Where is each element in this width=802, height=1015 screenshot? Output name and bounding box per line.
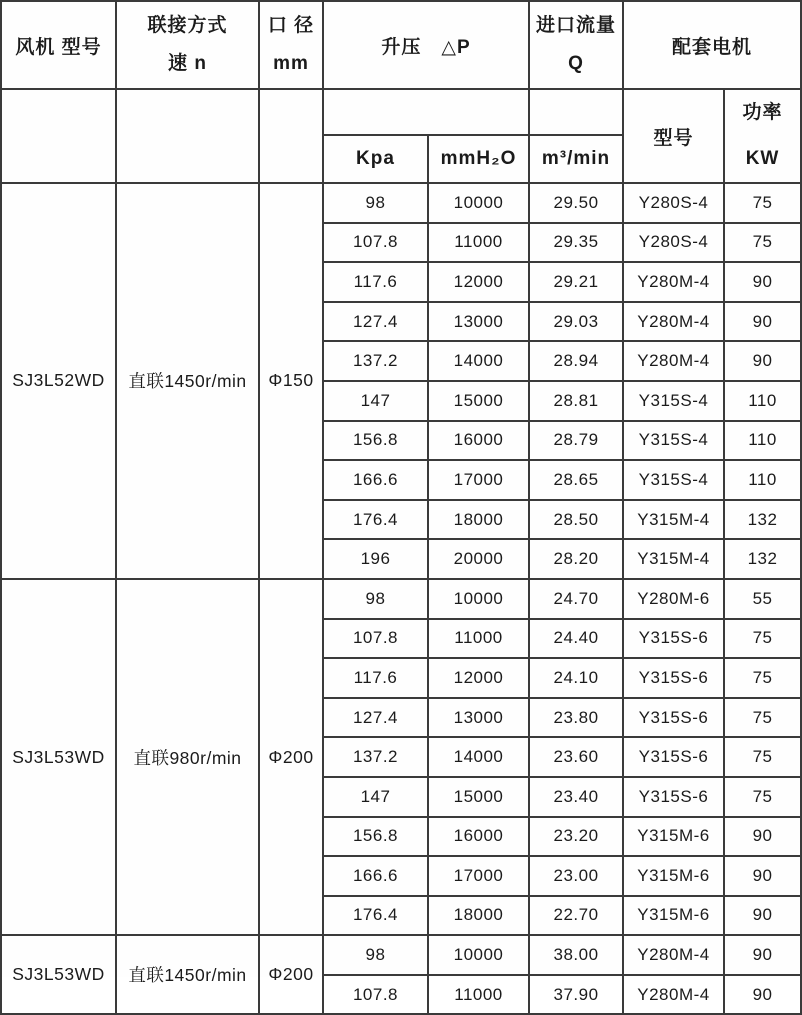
- col-header-connection: [116, 1, 259, 89]
- fan-model-cell: SJ3L53WD: [1, 935, 116, 1014]
- kpa-cell: 117.6: [323, 658, 428, 698]
- mmh2o-cell: 11000: [428, 619, 529, 659]
- mmh2o-cell: 15000: [428, 777, 529, 817]
- flow-cell: 24.10: [529, 658, 623, 698]
- power-cell: 75: [724, 658, 801, 698]
- col-header-motor-model: 型号: [623, 89, 724, 183]
- mmh2o-cell: 11000: [428, 223, 529, 263]
- power-cell: 110: [724, 460, 801, 500]
- flow-cell: 29.35: [529, 223, 623, 263]
- col-header-diameter-line1: 口 径: [267, 15, 315, 36]
- motor-model-cell: Y280S-4: [623, 223, 724, 263]
- kpa-cell: 117.6: [323, 262, 428, 302]
- motor-model-cell: Y280M-4: [623, 341, 724, 381]
- table-row: [1, 579, 801, 619]
- kpa-cell: 98: [323, 183, 428, 223]
- mmh2o-cell: 14000: [428, 737, 529, 777]
- connection-cell: 直联1450r/min: [116, 935, 259, 1014]
- kpa-cell: 166.6: [323, 460, 428, 500]
- diameter-cell: Φ200: [259, 935, 323, 1014]
- motor-model-cell: Y280M-4: [623, 302, 724, 342]
- mmh2o-cell: 10000: [428, 183, 529, 223]
- motor-model-cell: Y280M-4: [623, 975, 724, 1015]
- motor-model-cell: Y280M-4: [623, 935, 724, 975]
- col-header-fan-model: 风机 型号: [1, 1, 116, 89]
- mmh2o-cell: 15000: [428, 381, 529, 421]
- mmh2o-cell: 18000: [428, 896, 529, 936]
- mmh2o-cell: 13000: [428, 302, 529, 342]
- kpa-cell: 107.8: [323, 975, 428, 1015]
- col-header-power-line2: KW: [745, 148, 780, 169]
- header-row-spacer: [1, 89, 801, 135]
- mmh2o-cell: 10000: [428, 579, 529, 619]
- kpa-cell: 98: [323, 935, 428, 975]
- kpa-cell: 156.8: [323, 421, 428, 461]
- power-cell: 110: [724, 421, 801, 461]
- flow-cell: 23.40: [529, 777, 623, 817]
- power-cell: 75: [724, 183, 801, 223]
- mmh2o-cell: 17000: [428, 460, 529, 500]
- flow-cell: 28.50: [529, 500, 623, 540]
- flow-cell: 29.50: [529, 183, 623, 223]
- flow-cell: 24.70: [529, 579, 623, 619]
- mmh2o-cell: 12000: [428, 262, 529, 302]
- power-cell: 75: [724, 698, 801, 738]
- connection-cell: 直联980r/min: [116, 579, 259, 935]
- diameter-cell: Φ150: [259, 183, 323, 579]
- kpa-cell: 166.6: [323, 856, 428, 896]
- mmh2o-cell: 13000: [428, 698, 529, 738]
- kpa-cell: 137.2: [323, 341, 428, 381]
- flow-cell: 23.60: [529, 737, 623, 777]
- flow-cell: 23.20: [529, 817, 623, 857]
- power-cell: 90: [724, 856, 801, 896]
- motor-model-cell: Y315M-4: [623, 539, 724, 579]
- kpa-cell: 127.4: [323, 698, 428, 738]
- kpa-cell: 176.4: [323, 896, 428, 936]
- power-cell: 90: [724, 935, 801, 975]
- flow-cell: 23.00: [529, 856, 623, 896]
- power-cell: 110: [724, 381, 801, 421]
- flow-cell: 37.90: [529, 975, 623, 1015]
- flow-cell: 38.00: [529, 935, 623, 975]
- col-header-flow: [529, 1, 623, 89]
- col-header-kpa: Kpa: [323, 135, 428, 183]
- kpa-cell: 196: [323, 539, 428, 579]
- flow-cell: 22.70: [529, 896, 623, 936]
- motor-model-cell: Y315S-6: [623, 658, 724, 698]
- col-header-diameter-line2: mm: [273, 53, 309, 74]
- power-cell: 132: [724, 539, 801, 579]
- flow-cell: 23.80: [529, 698, 623, 738]
- flow-cell: 28.20: [529, 539, 623, 579]
- motor-model-cell: Y280M-4: [623, 262, 724, 302]
- power-cell: 90: [724, 302, 801, 342]
- table-header: [1, 1, 801, 183]
- blank-cell-diameter: [259, 89, 323, 183]
- flow-cell: 24.40: [529, 619, 623, 659]
- col-header-diameter: [259, 1, 323, 89]
- col-header-connection-line2: 速 n: [168, 53, 207, 74]
- power-cell: 90: [724, 817, 801, 857]
- kpa-cell: 107.8: [323, 223, 428, 263]
- motor-model-cell: Y315M-6: [623, 856, 724, 896]
- power-cell: 90: [724, 341, 801, 381]
- motor-model-cell: Y315S-4: [623, 381, 724, 421]
- col-header-power: [724, 89, 801, 183]
- mmh2o-cell: 10000: [428, 935, 529, 975]
- flow-cell: 29.21: [529, 262, 623, 302]
- power-cell: 90: [724, 896, 801, 936]
- motor-model-cell: Y315S-6: [623, 737, 724, 777]
- power-cell: 55: [724, 579, 801, 619]
- diameter-cell: Φ200: [259, 579, 323, 935]
- power-cell: 75: [724, 737, 801, 777]
- flow-cell: 28.65: [529, 460, 623, 500]
- col-header-mmh2o: mmH₂O: [428, 135, 529, 183]
- motor-model-cell: Y280S-4: [623, 183, 724, 223]
- blank-cell-connection: [116, 89, 259, 183]
- power-cell: 75: [724, 223, 801, 263]
- kpa-cell: 147: [323, 381, 428, 421]
- col-header-connection-line1: 联接方式: [147, 15, 228, 36]
- motor-model-cell: Y315S-6: [623, 698, 724, 738]
- mmh2o-cell: 14000: [428, 341, 529, 381]
- col-header-flow-line2: Q: [568, 53, 584, 74]
- motor-model-cell: Y315M-4: [623, 500, 724, 540]
- mmh2o-cell: 16000: [428, 421, 529, 461]
- mmh2o-cell: 11000: [428, 975, 529, 1015]
- table-row: [1, 935, 801, 975]
- motor-model-cell: Y315S-4: [623, 421, 724, 461]
- kpa-cell: 98: [323, 579, 428, 619]
- mmh2o-cell: 20000: [428, 539, 529, 579]
- blank-cell-flow: [529, 89, 623, 135]
- connection-cell: 直联1450r/min: [116, 183, 259, 579]
- fan-model-cell: SJ3L53WD: [1, 579, 116, 935]
- flow-cell: 28.81: [529, 381, 623, 421]
- blank-cell-fan-model: [1, 89, 116, 183]
- flow-cell: 29.03: [529, 302, 623, 342]
- kpa-cell: 107.8: [323, 619, 428, 659]
- motor-model-cell: Y315S-6: [623, 777, 724, 817]
- power-cell: 90: [724, 975, 801, 1015]
- power-cell: 90: [724, 262, 801, 302]
- kpa-cell: 137.2: [323, 737, 428, 777]
- kpa-cell: 176.4: [323, 500, 428, 540]
- motor-model-cell: Y315M-6: [623, 896, 724, 936]
- mmh2o-cell: 17000: [428, 856, 529, 896]
- table-body: [1, 183, 801, 1014]
- power-cell: 132: [724, 500, 801, 540]
- motor-model-cell: Y280M-6: [623, 579, 724, 619]
- kpa-cell: 127.4: [323, 302, 428, 342]
- blank-cell-pressure: [323, 89, 529, 135]
- kpa-cell: 147: [323, 777, 428, 817]
- mmh2o-cell: 12000: [428, 658, 529, 698]
- motor-model-cell: Y315S-4: [623, 460, 724, 500]
- col-header-pressure: 升压 △P: [323, 1, 529, 89]
- flow-cell: 28.79: [529, 421, 623, 461]
- kpa-cell: 156.8: [323, 817, 428, 857]
- power-cell: 75: [724, 619, 801, 659]
- mmh2o-cell: 18000: [428, 500, 529, 540]
- power-cell: 75: [724, 777, 801, 817]
- header-row-main: [1, 1, 801, 89]
- motor-model-cell: Y315S-6: [623, 619, 724, 659]
- flow-cell: 28.94: [529, 341, 623, 381]
- col-header-motor: 配套电机: [623, 1, 801, 89]
- mmh2o-cell: 16000: [428, 817, 529, 857]
- fan-model-cell: SJ3L52WD: [1, 183, 116, 579]
- table-row: [1, 183, 801, 223]
- col-header-m3min: m³/min: [529, 135, 623, 183]
- col-header-power-line1: 功率: [742, 102, 783, 123]
- col-header-flow-line1: 进口流量: [536, 15, 617, 36]
- motor-model-cell: Y315M-6: [623, 817, 724, 857]
